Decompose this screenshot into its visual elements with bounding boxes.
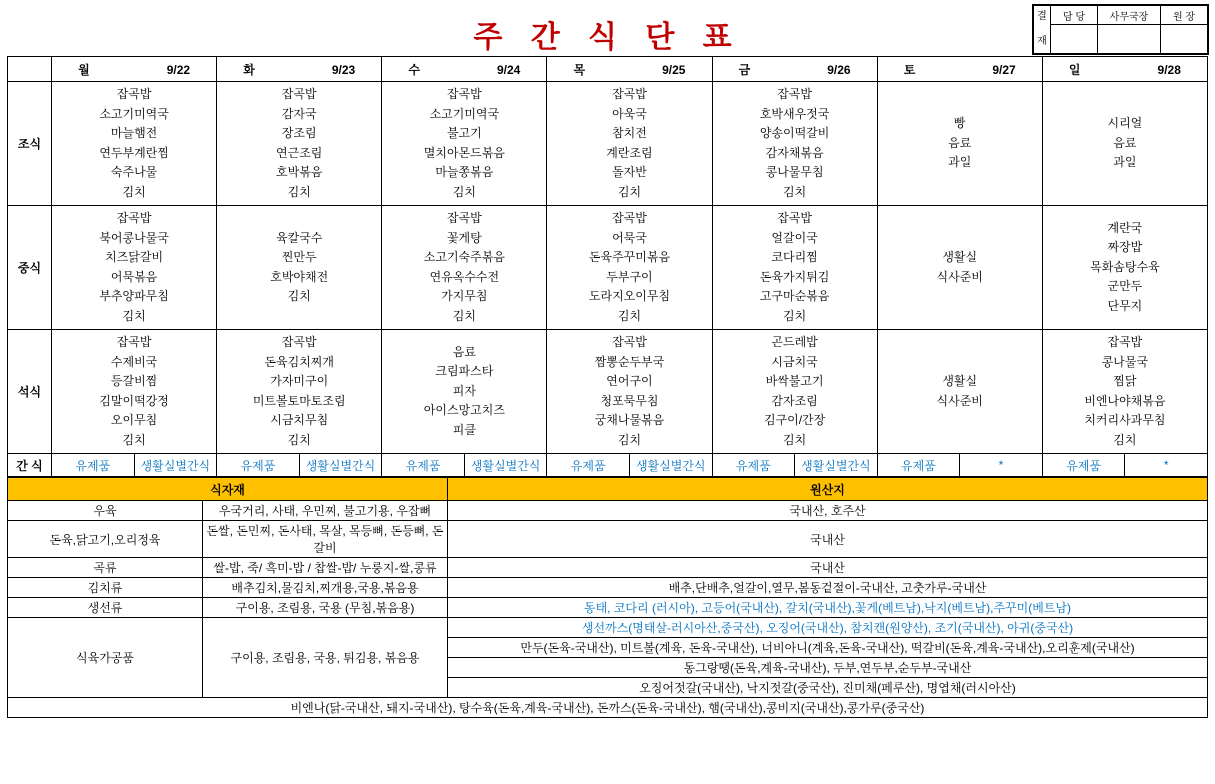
dish-item: 잡곡밥 [612, 335, 647, 349]
dish-item: 등갈비찜 [110, 374, 158, 388]
dish-item: 감자국 [281, 106, 317, 121]
dish-item: 돌자반 [612, 165, 647, 179]
dish-item: 콩나물무침 [765, 165, 824, 179]
dish-item: 과일 [948, 155, 972, 170]
page-title: 주 간 식 단 표 [473, 21, 742, 54]
approval-col-header-1: 사무국장 [1098, 6, 1161, 25]
menu-cell [52, 206, 217, 330]
dish-item: 가자미구이 [270, 374, 329, 388]
menu-cell [547, 330, 712, 454]
dish-item: 생활실 [942, 250, 978, 264]
dish-item: 감자채볶음 [765, 145, 824, 160]
ingredient-header-row [8, 478, 1208, 501]
dish-item: 김치 [617, 184, 642, 199]
snack-item: 생활실별간식 [635, 458, 706, 473]
meal-row-중식 [8, 206, 1208, 330]
dish-item: 식사준비 [936, 393, 983, 408]
meal-row-조식 [8, 82, 1208, 206]
menu-cell [382, 206, 547, 330]
dish-item: 음료 [948, 135, 972, 150]
dish-item: 마늘햄전 [110, 126, 158, 140]
page-header [0, 0, 1215, 56]
dish-item: 김치 [783, 184, 807, 199]
dish-item: 잡곡밥 [281, 87, 317, 101]
dish-item: 찐만두 [281, 250, 317, 264]
dish-item: 연두부계란찜 [99, 145, 169, 160]
ingredient-name: 김치류 [8, 578, 203, 598]
menu-cell [712, 330, 877, 454]
dish-item: 잡곡밥 [612, 211, 647, 225]
dish-item: 연어구이 [606, 374, 653, 388]
menu-cell [547, 206, 712, 330]
dish-item: 소고기미역국 [99, 106, 169, 121]
menu-cell [712, 206, 877, 330]
snack-item: 생활실별간식 [140, 458, 211, 473]
dish-item: 계란국 [1107, 220, 1143, 235]
day-header-0: 월 9/22 [52, 57, 217, 82]
day-header-2: 수 9/24 [382, 57, 547, 82]
ingredient-row [8, 598, 1208, 618]
dish-item: 바싹불고기 [765, 374, 824, 388]
dish-item: 잡곡밥 [116, 335, 152, 349]
dish-item: 돈육주꾸미볶음 [588, 250, 671, 264]
dish-item: 비엔나야채볶음 [1084, 393, 1166, 408]
ingredient-origin: 동태, 코다리 (러시아), 고등어(국내산), 갈치(국내산),꽃게(베트남),낙지(베트남),주꾸미(베트남) [448, 598, 1208, 618]
menu-cell [547, 82, 712, 206]
dish-item: 피클 [452, 422, 476, 437]
menu-cell [1042, 206, 1207, 330]
ingredient-origin: 국내산 [448, 558, 1208, 578]
dish-item: 소고기미역국 [429, 106, 500, 121]
snack-item: 생활실별간식 [801, 458, 871, 473]
day-header-5: 토 9/27 [877, 57, 1042, 82]
snack-item: 유제품 [217, 454, 300, 476]
dish-item: 소고기숙주볶음 [423, 250, 505, 264]
dish-item: 김치 [287, 289, 311, 303]
snack-item: 유제품 [1043, 454, 1126, 476]
ingredient-name: 식육가공품 [8, 618, 203, 698]
snack-item: 유제품 [382, 454, 465, 476]
dish-item: 부추양파무침 [99, 289, 169, 303]
ingredient-origin: 동그랑땡(돈육,계육-국내산), 두부,연두부,순두부-국내산 [448, 658, 1208, 678]
dish-item: 단무지 [1107, 298, 1143, 313]
meal-label: 조식 [8, 82, 52, 206]
dish-item: 장조림 [281, 126, 317, 140]
dish-item: 잡곡밥 [777, 87, 812, 101]
snack-item: * [1163, 458, 1169, 472]
dish-item: 참치전 [612, 126, 647, 140]
snack-item: 생활실별간식 [305, 458, 376, 473]
ingredient-origin: 국내산 [448, 521, 1208, 558]
snack-cell [52, 454, 217, 477]
dish-item: 가지무침 [441, 289, 488, 303]
snack-cell [877, 454, 1042, 477]
dish-item: 청포묵무침 [600, 393, 659, 408]
dish-item: 시리얼 [1107, 116, 1143, 131]
dish-item: 시금치국 [771, 354, 818, 369]
dish-item: 음료 [452, 344, 476, 359]
dish-item: 김치 [122, 308, 146, 323]
menu-cell [877, 206, 1042, 330]
dish-item: 시금치무침 [270, 413, 329, 427]
dish-item: 치커리사과무침 [1084, 413, 1166, 427]
dish-item: 김구이/간장 [763, 413, 826, 427]
dish-item: 숙주나물 [110, 165, 158, 179]
dish-item: 김치 [122, 432, 146, 447]
snack-label: 간 식 [8, 454, 52, 477]
day-header-3: 목 9/25 [547, 57, 712, 82]
ingredient-row [8, 578, 1208, 598]
ingredient-origin: 국내산, 호주산 [448, 501, 1208, 521]
dish-item: 과일 [1113, 155, 1137, 170]
dish-item: 잡곡밥 [446, 211, 482, 225]
day-header-6: 일 9/28 [1042, 57, 1207, 82]
snack-item: 유제품 [52, 454, 135, 476]
dish-item: 감자조림 [771, 393, 818, 408]
dish-item: 도라지오이무침 [588, 289, 671, 303]
dish-item: 곤드레밥 [771, 335, 818, 349]
dish-item: 양송이떡갈비 [759, 126, 830, 140]
dish-item: 콩나물국 [1101, 354, 1149, 369]
dish-item: 잡곡밥 [612, 87, 647, 101]
dish-item: 두부구이 [606, 269, 653, 284]
ingredient-row [8, 521, 1208, 558]
approval-sign-0[interactable] [1051, 25, 1098, 54]
approval-side-label: 결 재 [1034, 6, 1051, 54]
ingredient-use: 배추김치,물김치,찌개용,국용,볶음용 [203, 578, 448, 598]
dish-item: 잡곡밥 [777, 211, 812, 225]
dish-item: 연근조림 [276, 145, 323, 160]
dish-item: 피자 [452, 383, 476, 398]
snack-cell [217, 454, 382, 477]
ingredient-name: 돈육,닭고기,오리정육 [8, 521, 203, 558]
dish-item: 찜닭 [1113, 374, 1137, 388]
approval-sign-2[interactable] [1161, 25, 1208, 54]
meal-row-석식 [8, 330, 1208, 454]
dish-item: 군만두 [1107, 279, 1143, 294]
ingredient-use: 구이용, 조림용, 국용 (무침,볶음용) [203, 598, 448, 618]
ingredient-col-material: 식자재 [8, 478, 448, 501]
dish-item: 잡곡밥 [446, 87, 482, 101]
dish-item: 궁채나물볶음 [594, 413, 665, 427]
ingredient-use: 쌀-밥, 죽/ 흑미-밥 / 찹쌀-밥/ 누룽지-쌀,콩류 [203, 558, 448, 578]
dish-item: 돈육김치찌개 [264, 354, 334, 369]
dish-item: 마늘쫑볶음 [435, 165, 494, 179]
dish-item: 짬뽕순두부국 [594, 354, 665, 369]
snack-item: * [998, 458, 1004, 472]
snack-item: 생활실별간식 [470, 458, 541, 473]
dish-item: 미트볼토마토조림 [252, 393, 346, 408]
snack-item: 유제품 [547, 454, 630, 476]
meal-label: 석식 [8, 330, 52, 454]
ingredient-use: 우국거리, 사태, 우민찌, 불고기용, 우잡뼈 [203, 501, 448, 521]
dish-item: 불고기 [446, 126, 482, 140]
menu-cell [382, 82, 547, 206]
dish-item: 김치 [617, 308, 642, 323]
menu-cell [217, 206, 382, 330]
dish-item: 김치 [783, 432, 807, 447]
day-header-1: 화 9/23 [217, 57, 382, 82]
dish-item: 어묵볶음 [110, 269, 158, 284]
snack-row [8, 454, 1208, 477]
ingredient-origin: 오징어젓갈(국내산), 낙지젓갈(중국산), 진미채(페루산), 명엽채(러시아산) [448, 678, 1208, 698]
ingredient-origin: 생선까스(명태살-러시아산,중국산), 오징어(국내산), 참치캔(원양산), 조기(국내산), 아귀(중국산) [448, 618, 1208, 638]
ingredient-col-origin: 원산지 [448, 478, 1208, 501]
ingredient-name: 우육 [8, 501, 203, 521]
dish-item: 음료 [1113, 135, 1137, 150]
dish-item: 멸치아몬드볶음 [423, 145, 505, 160]
ingredient-origin: 만두(돈육-국내산), 미트볼(계육, 돈육-국내산), 너비아니(계육,돈육-국내산), 떡갈비(돈육,계육-국내산),오리훈제(국내산) [448, 638, 1208, 658]
dish-item: 빵 [953, 116, 966, 131]
dish-item: 김치 [1113, 432, 1137, 447]
dish-item: 김말이떡강정 [99, 393, 169, 408]
ingredient-name: 곡류 [8, 558, 203, 578]
approval-col-header-2: 원 장 [1161, 6, 1208, 25]
ingredient-use: 돈쌀, 돈민찌, 돈사태, 목살, 목등뼈, 돈등뼈, 돈갈비 [203, 521, 448, 558]
menu-cell [52, 82, 217, 206]
dish-item: 김치 [783, 308, 807, 323]
dish-item: 오이무침 [110, 413, 158, 427]
ingredient-origin: 배추,단배추,얼갈이,열무,봄동겉절이-국내산, 고춧가루-국내산 [448, 578, 1208, 598]
dish-item: 김치 [452, 184, 476, 199]
approval-box [1032, 4, 1209, 55]
dish-item: 잡곡밥 [116, 211, 152, 225]
snack-cell [712, 454, 877, 477]
dish-item: 치즈닭갈비 [105, 250, 164, 264]
approval-sign-1[interactable] [1098, 25, 1161, 54]
dish-item: 북어콩나물국 [99, 230, 169, 245]
dish-item: 호박야채전 [270, 269, 329, 284]
meal-label: 중식 [8, 206, 52, 330]
snack-cell [382, 454, 547, 477]
dish-item: 얼갈이국 [771, 230, 818, 245]
day-header-4: 금 9/26 [712, 57, 877, 82]
dish-item: 김치 [287, 184, 311, 199]
dish-item: 크림파스타 [435, 364, 494, 379]
dish-item: 고구마순볶음 [759, 289, 830, 303]
dish-item: 김치 [452, 308, 476, 323]
dish-item: 호박새우젓국 [759, 106, 830, 121]
menu-table [7, 56, 1208, 477]
snack-item: 유제품 [878, 454, 961, 476]
dish-item: 돈육가지튀김 [759, 269, 830, 284]
menu-cell [1042, 330, 1207, 454]
dish-item: 코다리찜 [771, 250, 818, 264]
dish-item: 잡곡밥 [116, 87, 152, 101]
dish-item: 김치 [287, 432, 311, 447]
menu-cell [877, 82, 1042, 206]
snack-item: 유제품 [713, 454, 796, 476]
snack-cell [547, 454, 712, 477]
dish-item: 연유옥수수전 [429, 269, 500, 284]
dish-item: 생활실 [942, 374, 978, 388]
ingredient-row-last [8, 698, 1208, 718]
ingredient-use: 구이용, 조림용, 국용, 튀김용, 볶음용 [203, 618, 448, 698]
dish-item: 잡곡밥 [1107, 335, 1143, 349]
menu-cell [382, 330, 547, 454]
menu-header-row [8, 57, 1208, 82]
menu-cell [712, 82, 877, 206]
corner-cell [8, 57, 52, 82]
dish-item: 잡곡밥 [281, 335, 317, 349]
dish-item: 어묵국 [612, 230, 647, 245]
dish-item: 계란조림 [606, 145, 653, 160]
dish-item: 아이스망고치즈 [423, 403, 505, 418]
menu-cell [217, 82, 382, 206]
dish-item: 꽃게탕 [446, 230, 482, 245]
dish-item: 아욱국 [612, 106, 647, 121]
menu-cell [1042, 82, 1207, 206]
ingredient-row [8, 501, 1208, 521]
dish-item: 육칼국수 [276, 230, 323, 245]
ingredient-table [7, 477, 1208, 718]
dish-item: 식사준비 [936, 269, 983, 284]
ingredient-origin-extra: 비엔나(닭-국내산, 돼지-국내산), 탕수육(돈육,계육-국내산), 돈까스(돈육-국내산), 햄(국내산),콩비지(국내산),콩가루(중국산) [8, 698, 1208, 718]
ingredient-name: 생선류 [8, 598, 203, 618]
ingredient-row [8, 618, 1208, 638]
menu-cell [217, 330, 382, 454]
dish-item: 수제비국 [110, 354, 158, 369]
dish-item: 목화솜탕수육 [1090, 259, 1160, 274]
dish-item: 짜장밥 [1107, 240, 1143, 255]
dish-item: 김치 [617, 432, 642, 447]
dish-item: 김치 [122, 184, 146, 199]
menu-cell [52, 330, 217, 454]
dish-item: 호박볶음 [276, 165, 323, 179]
snack-cell [1042, 454, 1207, 477]
ingredient-row [8, 558, 1208, 578]
approval-col-header-0: 담 당 [1051, 6, 1098, 25]
menu-cell [877, 330, 1042, 454]
